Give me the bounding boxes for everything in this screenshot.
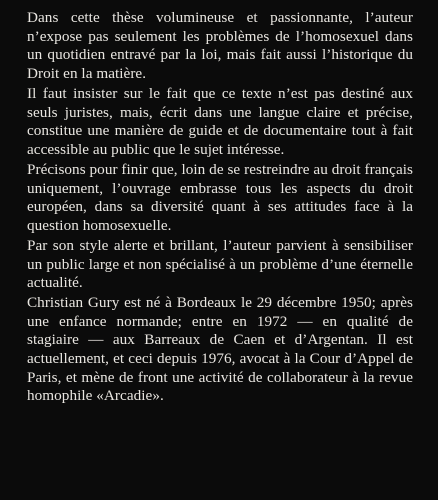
paragraph-author-bio: Christian Gury est né à Bordeaux le 29 décembre 1950; après une enfance normande; entre en 1972 — en qualité de stagiaire — aux Barreaux de Caen et d’Argentan. Il est actuellement, et ceci depuis 1976, avocat à la Cour d’Appel de Paris, et mène de front une activité de collaborateur à la revue homophile «Arcadie». [27,294,413,405]
back-cover-text [27,9,413,407]
paragraph-european-law: Précisons pour finir que, loin de se restreindre au droit français uniquement, l’ouvrage embrasse tous les aspects du droit européen, dans sa diversité quant à ses attitudes face à la question homosexuelle. [27,160,413,234]
paragraph-style: Par son style alerte et brillant, l’auteur parvient à sensibiliser un public large et non spécialisé à un problème d’une éternelle actualité. [27,236,413,292]
paragraph-thesis-summary: Dans cette thèse volumineuse et passionnante, l’auteur n’expose pas seulement les problèmes de l’homosexuel dans un quotidien entravé par la loi, mais fait aussi l’historique du Droit en la matière. [27,9,413,82]
paragraph-audience: Il faut insister sur le fait que ce texte n’est pas destiné aux seuls juristes, mais, écrit dans une langue claire et précise, constitue une manière de guide et de documentaire tout à fait accessible au public que le sujet intéresse. [27,84,413,158]
